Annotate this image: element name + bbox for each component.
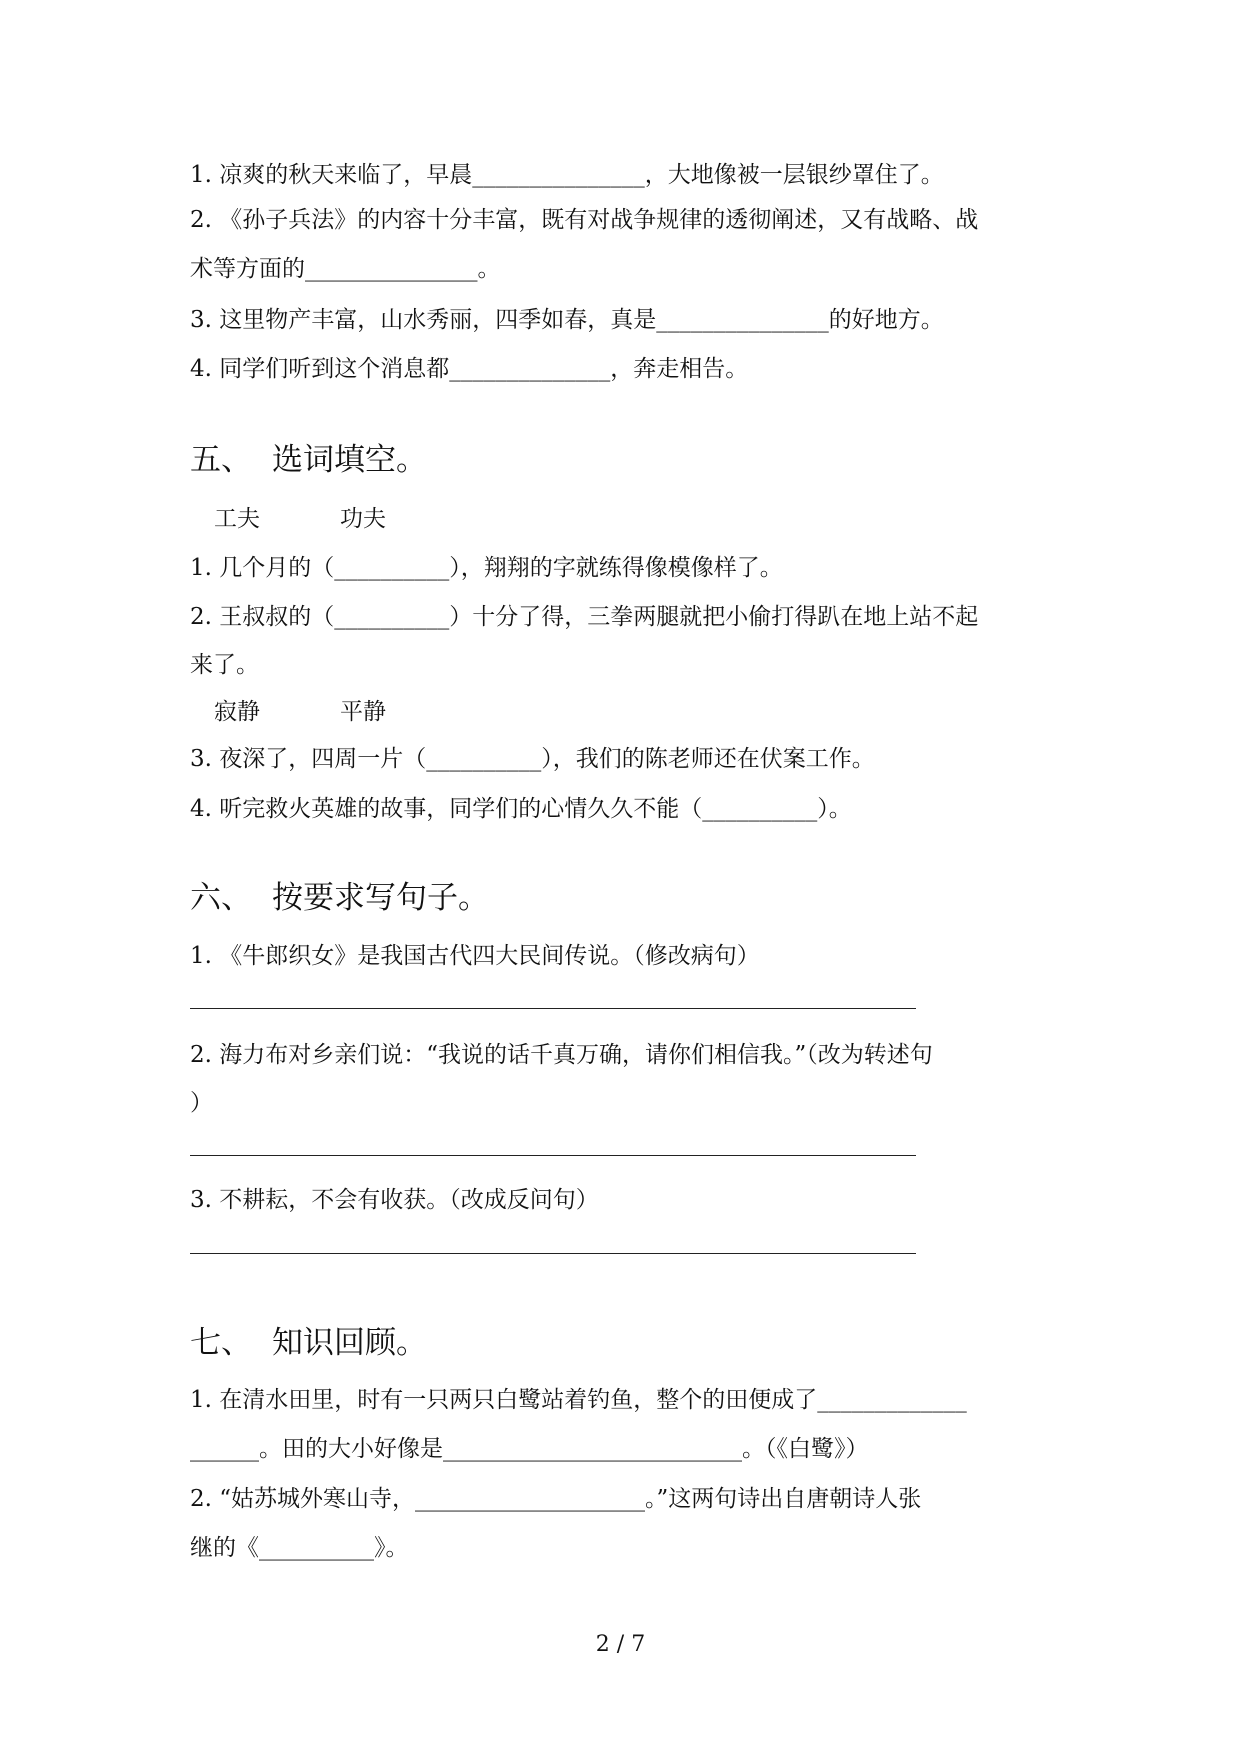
section-title: 选词填空。: [272, 442, 427, 478]
section-number: 五、: [190, 442, 252, 478]
section-title: 知识回顾。: [272, 1325, 427, 1361]
s5-question-2-line2: 来了。: [190, 652, 259, 678]
s4-question-2-line1: 2. 《孙子兵法》的内容十分丰富，既有对战争规律的透彻阐述，又有战略、战: [190, 207, 979, 233]
s6-question-1: 1. 《牛郎织女》是我国古代四大民间传说。（修改病句）: [190, 943, 760, 969]
section-number: 六、: [190, 880, 252, 916]
answer-line[interactable]: [190, 1008, 916, 1009]
s6-question-2-line1: 2. 海力布对乡亲们说：“我说的话千真万确，请你们相信我。”（改为转述句: [190, 1042, 933, 1068]
s6-question-2-line2: ）: [190, 1090, 213, 1116]
section-6-heading: [190, 878, 489, 918]
word-choice: 功夫: [340, 506, 386, 532]
s5-question-3: 3. 夜深了，四周一片（__________），我们的陈老师还在伏案工作。: [190, 746, 875, 772]
word-choice: 平静: [340, 699, 386, 725]
word-choice: 工夫: [214, 506, 260, 532]
s4-question-3: 3. 这里物产丰富，山水秀丽，四季如春，真是_______________的好地方。: [190, 307, 944, 333]
answer-line[interactable]: [190, 1155, 916, 1156]
s7-question-1-line1: 1. 在清水田里，时有一只两只白鹭站着钓鱼，整个的田便成了_____________: [190, 1387, 967, 1413]
s5-question-2-line1: 2. 王叔叔的（__________）十分了得，三拳两腿就把小偷打得趴在地上站不起: [190, 604, 979, 630]
section-7-heading: [190, 1323, 427, 1363]
s4-question-2-line2: 术等方面的_______________。: [190, 256, 501, 282]
section-title: 按要求写句子。: [272, 880, 489, 916]
page-number: 2 / 7: [595, 1632, 646, 1657]
s5-question-4: 4. 听完救火英雄的故事，同学们的心情久久不能（__________）。: [190, 796, 852, 822]
s6-question-3: 3. 不耕耘，不会有收获。（改成反问句）: [190, 1187, 599, 1213]
s4-question-4: 4. 同学们听到这个消息都______________，奔走相告。: [190, 356, 749, 382]
s7-question-2-line1: 2. “姑苏城外寒山寺，____________________。”这两句诗出自唐朝诗人张: [190, 1486, 922, 1512]
section-5-heading: [190, 440, 427, 480]
s7-question-2-line2: 继的《__________》。: [190, 1535, 409, 1561]
word-choice: 寂静: [214, 699, 260, 725]
section-number: 七、: [190, 1325, 252, 1361]
s7-question-1-line2: ______。田的大小好像是__________________________。（《白鹭》）: [190, 1436, 869, 1462]
s4-question-1: 1. 凉爽的秋天来临了，早晨_______________，大地像被一层银纱罩住了。: [190, 162, 944, 188]
answer-line[interactable]: [190, 1253, 916, 1254]
s5-question-1: 1. 几个月的（__________），翔翔的字就练得像模像样了。: [190, 555, 783, 581]
